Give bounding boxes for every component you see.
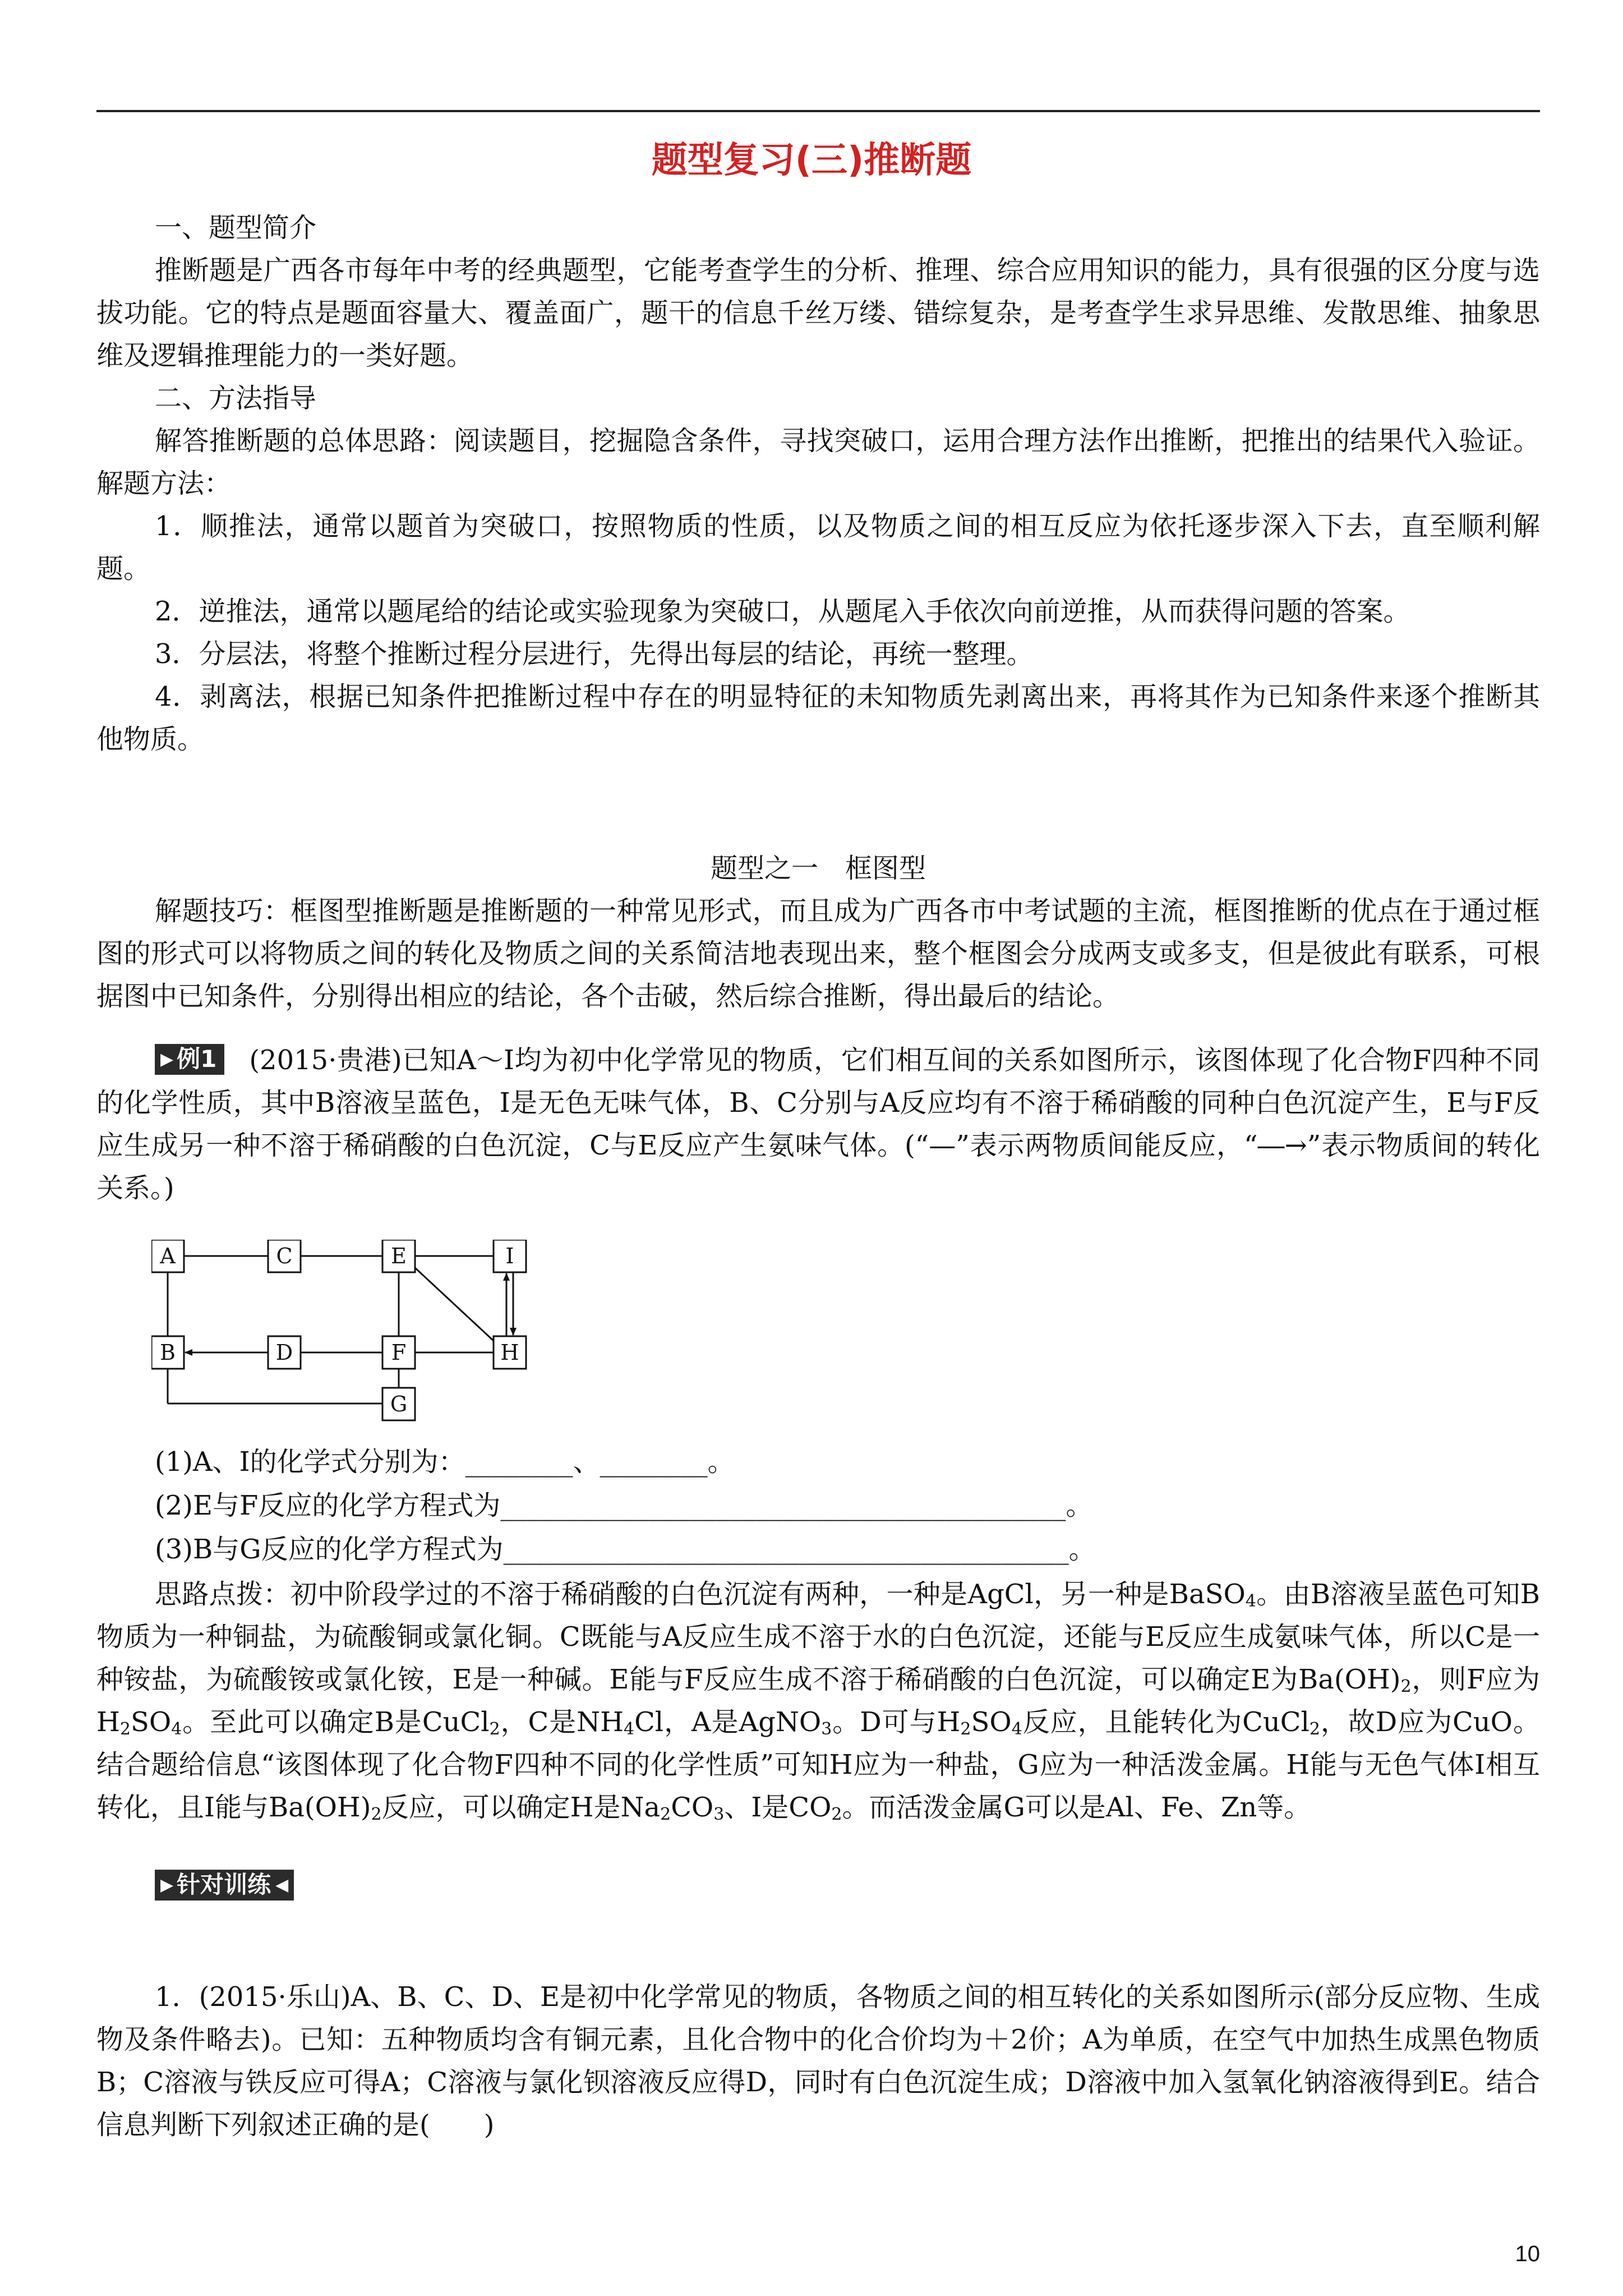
type1-heading: 题型之一 框图型: [710, 853, 926, 884]
method-3: 3．分层法，将整个推断过程分层进行，先得出每层的结论，再统一整理。: [155, 638, 1034, 670]
question-3: (3)B与G反应的化学方程式为__________________________________________。: [155, 1534, 1096, 1565]
type1-tip: 解题技巧：框图型推断题是推断题的一种常见形式，而且成为广西各市中考试题的主流，框图推断的优点在于通过框图的形式可以将物质之间的转化及物质之间的关系简洁地表现出来，整个框图会分成两支或多支，但是彼此有联系，可根据图中已知条件，分别得出相应的结论，各个击破，然后综合推断，得出最后的结论。: [96, 895, 1540, 1012]
section1-body: 推断题是广西各市每年中考的经典题型，它能考查学生的分析、推理、综合应用知识的能力，具有很强的区分度与选拔功能。它的特点是题面容量大、覆盖面广，题干的信息千丝万缕、错综复杂，是考查学生求异思维、发散思维、抽象思维及逻辑推理能力的一类好题。: [96, 255, 1540, 371]
node-c: C: [276, 1244, 293, 1268]
play-triangle-icon: ▶: [160, 1050, 174, 1069]
question-1: (1)A、I的化学式分别为：________、________。: [155, 1446, 735, 1478]
training-badge: [155, 1870, 294, 1901]
node-h: H: [500, 1340, 519, 1365]
node-b: B: [160, 1340, 176, 1365]
analysis-paragraph: 思路点拨：初中阶段学过的不溶于稀硝酸的白色沉淀有两种，一种是AgCl，另一种是BaSO$_4$。由B溶液呈蓝色可知B物质为一种铜盐，为硫酸铜或氯化铜。C既能与A反应生成不溶于水的白色沉淀，还能与E反应生成氨味气体，所以C是一种铵盐，为硫酸铵或氯化铵，E是一种碱。E能与F反应生成不溶于稀硝酸的白色沉淀，可以确定E为$Ba(OH)_2$，则F应为$H_2SO_4$。至此可以确定B是CuCl$_2$，C是$NH_4Cl$，A是AgNO$_3$。D可与$H_2SO_4$反应，且能转化为CuCl$_2$，故D应为CuO。结合题给信息“该图体现了化合物F四种不同的化学性质”可知H应为一种盐，G应为一种活泼金属。H能与无色气体I相互转化，且I能与$Ba(OH)_2$反应，可以确定H是$Na_2CO_3$、I是$CO_2$。而活泼金属G可以是Al、Fe、Zn等。: [96, 1579, 1540, 1824]
node-f: F: [391, 1340, 407, 1365]
node-i: I: [505, 1244, 514, 1268]
relation-diagram: [151, 1240, 555, 1425]
line-e-h: [415, 1268, 495, 1342]
header-rule: [96, 110, 1540, 112]
training-badge-label: 针对训练: [177, 1871, 271, 1898]
node-d: D: [275, 1340, 293, 1365]
method-4: 4．剥离法，根据已知条件把推断过程中存在的明显特征的未知物质先剥离出来，再将其作为已知条件来逐个推断其他物质。: [96, 681, 1540, 755]
node-g: G: [390, 1392, 408, 1416]
example1-text: (2015·贵港)已知A～I均为初中化学常见的物质，它们相互间的关系如图所示，该图体现了化合物F四种不同的化学性质，其中B溶液呈蓝色，I是无色无味气体，B、C分别与A反应均有不溶于稀硝酸的同种白色沉淀产生，E与F反应生成另一种不溶于稀硝酸的白色沉淀，C与E反应产生氨味气体。(“—”表示两物质间能反应，“―→”表示物质间的转化关系。): [96, 1045, 1540, 1204]
training-badge-line: [96, 1865, 1540, 1907]
section2-heading: 二、方法指导: [155, 383, 317, 414]
page-title: 题型复习(三)推断题: [651, 140, 972, 181]
node-a: A: [160, 1244, 176, 1268]
page-number: 10: [1515, 2242, 1540, 2266]
section2-intro: 解答推断题的总体思路：阅读题目，挖掘隐含条件，寻找突破口，运用合理方法作出推断，把推出的结果代入验证。解题方法：: [96, 425, 1540, 499]
training-question-1: 1．(2015·乐山)A、B、C、D、E是初中化学常见的物质，各物质之间的相互转化的关系如图所示(部分反应物、生成物及条件略去)。已知：五种物质均含有铜元素，且化合物中的化合价均为＋2价；A为单质，在空气中加热生成黑色物质B；C溶液与铁反应可得A；C溶液与氯化钡溶液反应得D，同时有白色沉淀生成；D溶液中加入氢氧化钠溶液得到E。结合信息判断下列叙述正确的是( ): [96, 1981, 1540, 2141]
question-2: (2)E与F反应的化学方程式为__________________________________________。: [155, 1490, 1093, 1521]
example1-paragraph: [96, 1039, 1540, 1209]
node-e: E: [391, 1244, 407, 1268]
section1-heading: 一、题型简介: [155, 212, 317, 243]
method-1: 1．顺推法，通常以题首为突破口，按照物质的性质，以及物质之间的相互反应为依托逐步深入下去，直至顺利解题。: [96, 510, 1540, 585]
method-2: 2．逆推法，通常以题尾给的结论或实验现象为突破口，从题尾入手依次向前逆推，从而获得问题的答案。: [155, 596, 1410, 627]
example-badge: [155, 1044, 224, 1075]
play-triangle-icon: ▶: [160, 1875, 174, 1895]
example-badge-label: 例1: [177, 1045, 217, 1073]
back-triangle-icon: ◀: [275, 1875, 289, 1895]
